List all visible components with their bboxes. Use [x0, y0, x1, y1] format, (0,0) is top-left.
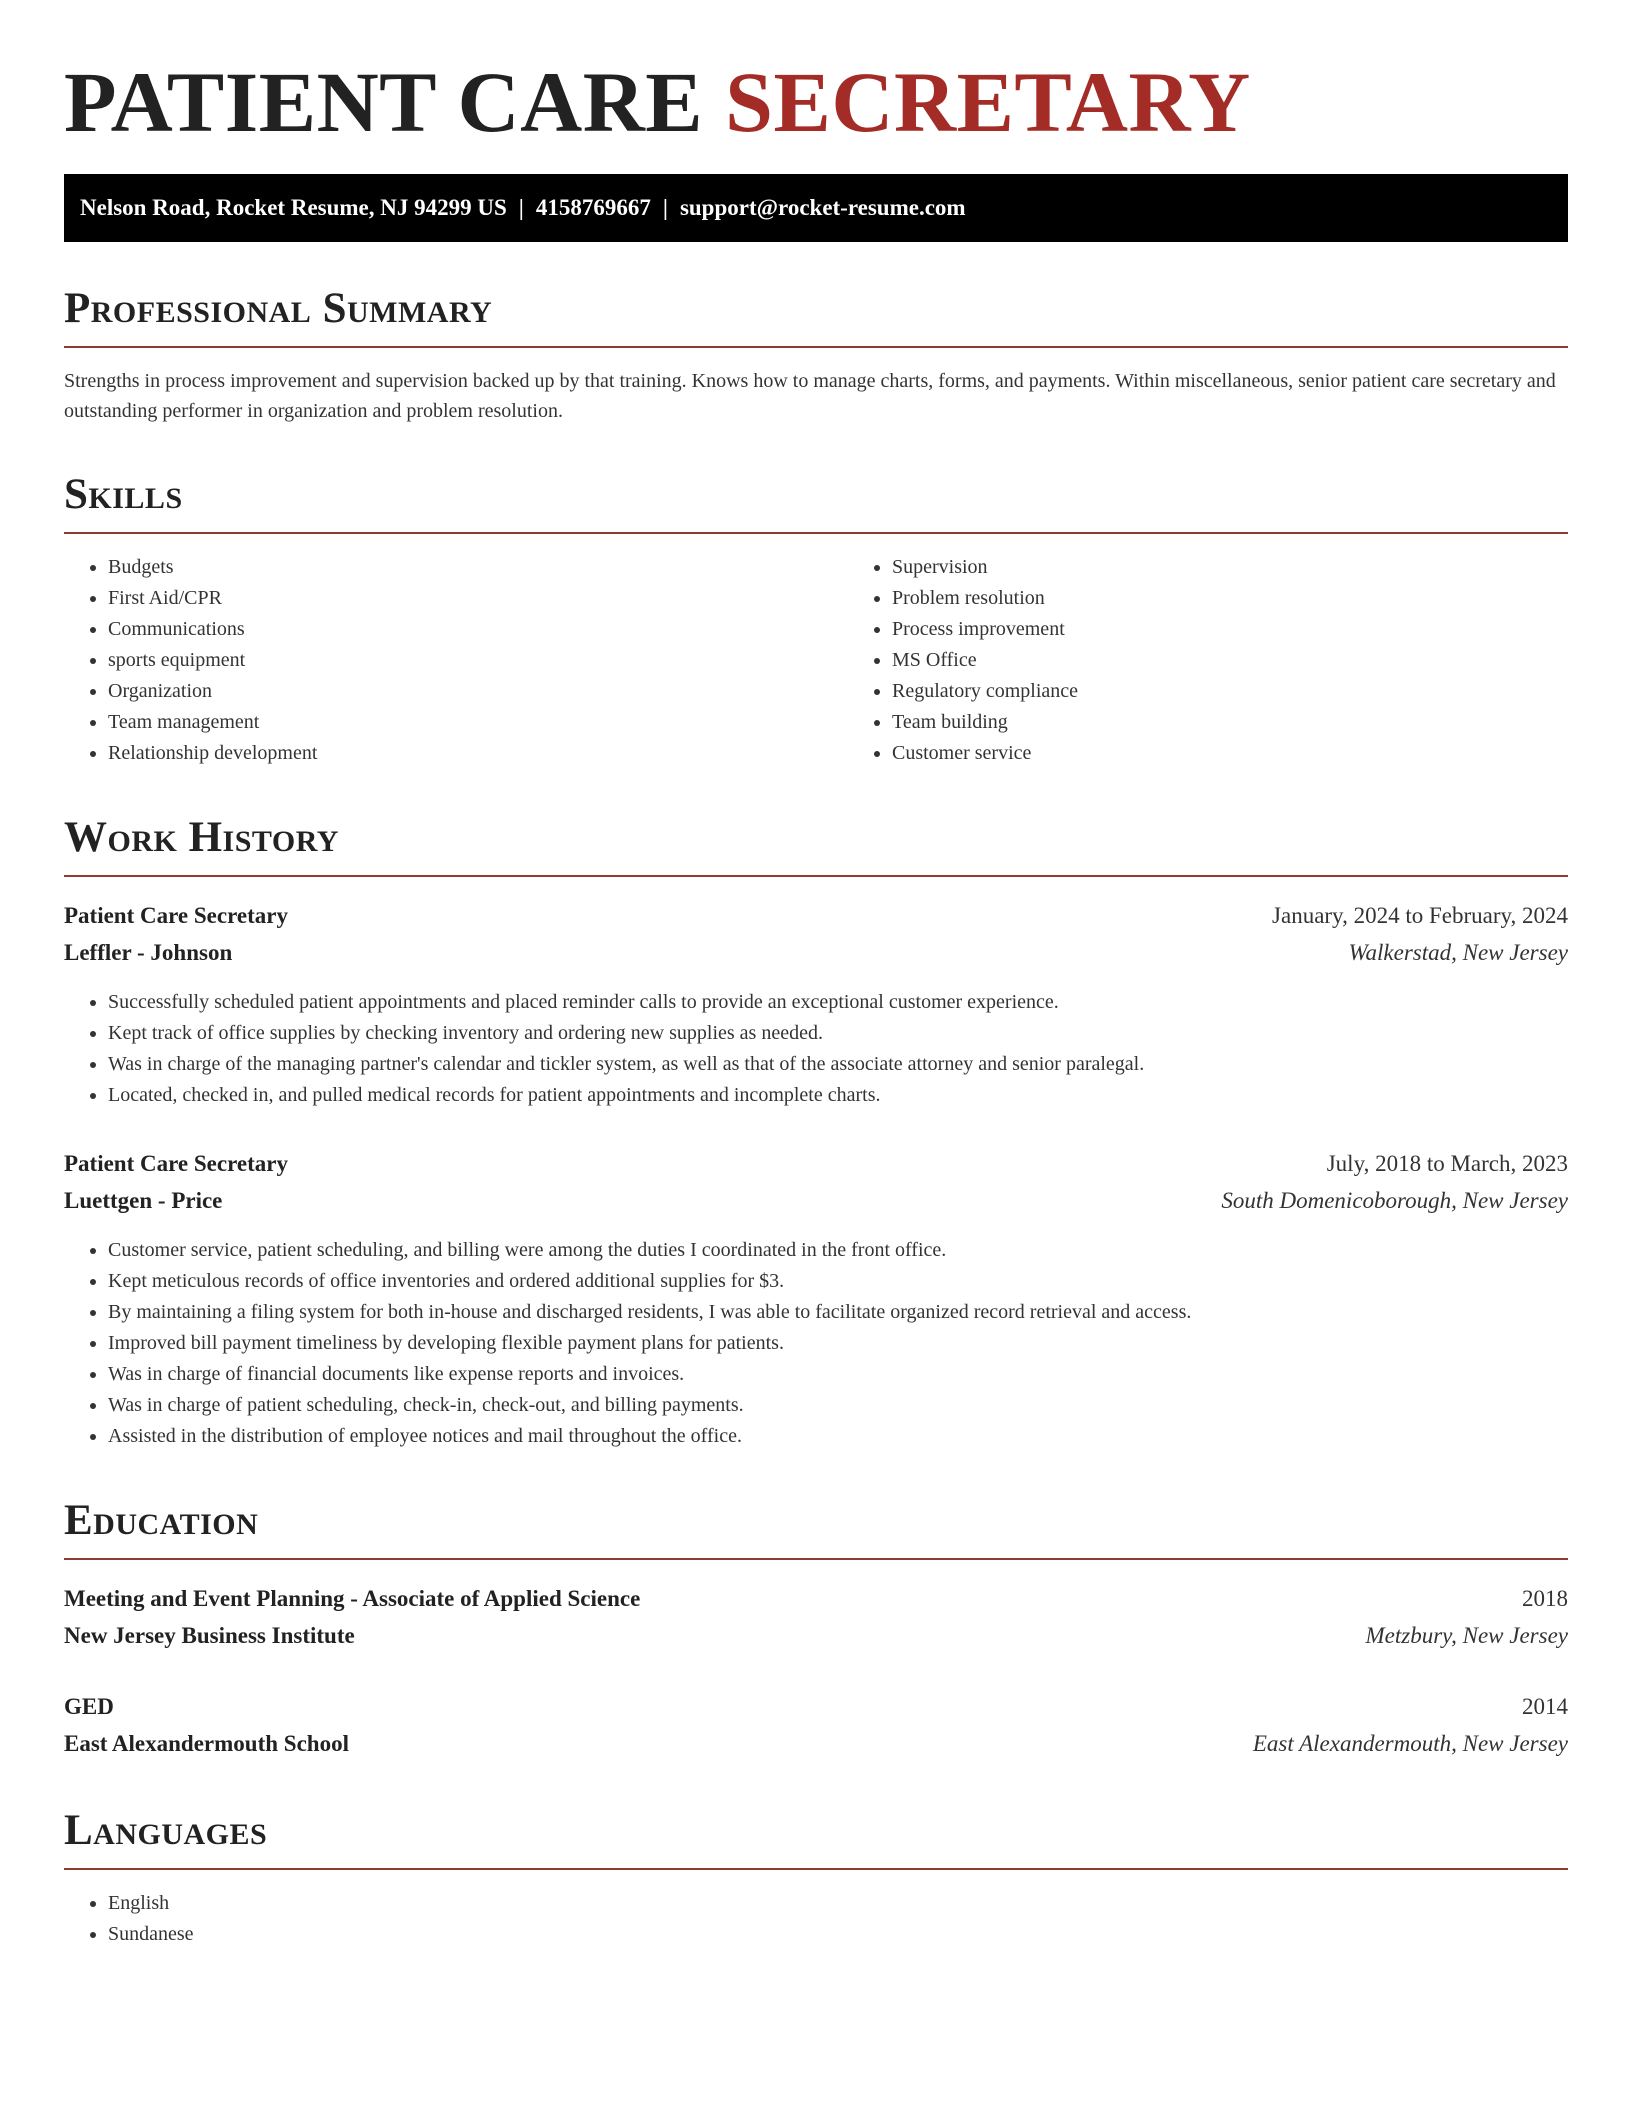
job-location: Walkerstad, New Jersey	[1348, 940, 1568, 965]
skill-item: • Communications	[108, 614, 848, 645]
skill-item: • First Aid/CPR	[108, 583, 848, 614]
contact-email[interactable]: support@rocket-resume.com	[679, 195, 966, 220]
language-item: • Sundanese	[108, 1919, 1568, 1950]
job-title: Patient Care Secretary	[64, 1151, 288, 1176]
job-duty: • Assisted in the distribution of employee notices and mail throughout the office.	[108, 1421, 1568, 1452]
education-entry	[64, 1688, 1568, 1762]
work-section	[64, 813, 1568, 1452]
job-duty: • By maintaining a filing system for both in-house and discharged residents, I was able to facilitate organized record retrieval and access.	[108, 1297, 1568, 1328]
contact-bar	[64, 174, 1568, 242]
job-entry	[64, 897, 1568, 1111]
contact-phone: 4158769667	[535, 195, 651, 220]
education-degree: Meeting and Event Planning - Associate of Applied Science	[64, 1586, 641, 1611]
skill-item: • Budgets	[108, 552, 848, 583]
skills-grid	[64, 534, 1568, 769]
job-company-row	[64, 1182, 1568, 1219]
education-header	[64, 1580, 1568, 1617]
education-year: 2018	[1522, 1586, 1568, 1611]
contact-separator: |	[518, 195, 524, 220]
education-school-row	[64, 1725, 1568, 1762]
job-duty: • Improved bill payment timeliness by developing flexible payment plans for patients.	[108, 1328, 1568, 1359]
education-school: East Alexandermouth School	[64, 1731, 349, 1756]
education-school-row	[64, 1617, 1568, 1654]
skill-item: • Organization	[108, 676, 848, 707]
job-header	[64, 1145, 1568, 1182]
education-section	[64, 1496, 1568, 1762]
title-main: PATIENT CARE	[64, 54, 704, 150]
job-duty: • Kept meticulous records of office inventories and ordered additional supplies for $3.	[108, 1266, 1568, 1297]
work-heading: Work History	[64, 813, 1568, 877]
skills-heading: Skills	[64, 470, 1568, 534]
job-duty: • Customer service, patient scheduling, and billing were among the duties I coordinated in the front office.	[108, 1235, 1568, 1266]
languages-list	[64, 1888, 1568, 1950]
skill-item: • Relationship development	[108, 738, 848, 769]
contact-separator: |	[662, 195, 668, 220]
job-company: Luettgen - Price	[64, 1188, 223, 1213]
job-header	[64, 897, 1568, 934]
skill-item: • Team building	[892, 707, 1568, 738]
education-heading: Education	[64, 1496, 1568, 1560]
skill-item: • Team management	[108, 707, 848, 738]
job-entry	[64, 1145, 1568, 1452]
contact-address: Nelson Road, Rocket Resume, NJ 94299 US	[80, 195, 507, 220]
job-duty: • Kept track of office supplies by checking inventory and ordering new supplies as needed.	[108, 1018, 1568, 1049]
language-item: • English	[108, 1888, 1568, 1919]
job-duty: • Located, checked in, and pulled medical records for patient appointments and incomplete charts.	[108, 1080, 1568, 1111]
job-title: Patient Care Secretary	[64, 903, 288, 928]
summary-section	[64, 284, 1568, 426]
education-header	[64, 1688, 1568, 1725]
languages-section	[64, 1806, 1568, 1950]
skills-section	[64, 470, 1568, 769]
skill-item: • Process improvement	[892, 614, 1568, 645]
education-year: 2014	[1522, 1694, 1568, 1719]
education-location: East Alexandermouth, New Jersey	[1252, 1731, 1568, 1756]
summary-text: Strengths in process improvement and supervision backed up by that training. Knows how to manage charts, forms, and payments. Within miscellaneous, senior patient care secretary and outstanding performer in organization and problem resolution.	[64, 370, 1556, 422]
skill-item: • MS Office	[892, 645, 1568, 676]
skill-item: • Problem resolution	[892, 583, 1568, 614]
skill-item: • Supervision	[892, 552, 1568, 583]
education-entry	[64, 1580, 1568, 1654]
job-duty: • Was in charge of financial documents like expense reports and invoices.	[108, 1359, 1568, 1390]
education-location: Metzbury, New Jersey	[1365, 1623, 1568, 1648]
job-duty: • Successfully scheduled patient appointments and placed reminder calls to provide an exceptional customer experience.	[108, 987, 1568, 1018]
title-accent: SECRETARY	[725, 54, 1251, 150]
job-duty: • Was in charge of the managing partner's calendar and tickler system, as well as that of the associate attorney and senior paralegal.	[108, 1049, 1568, 1080]
skill-item: • Customer service	[892, 738, 1568, 769]
page-title	[64, 52, 1568, 152]
skills-list-right	[848, 552, 1568, 769]
skill-item: • sports equipment	[108, 645, 848, 676]
job-duties	[64, 1235, 1568, 1452]
education-degree: GED	[64, 1694, 114, 1719]
languages-heading: Languages	[64, 1806, 1568, 1870]
job-dates: January, 2024 to February, 2024	[1272, 903, 1568, 928]
summary-heading: Professional Summary	[64, 284, 1568, 348]
skill-item: • Regulatory compliance	[892, 676, 1568, 707]
job-duties	[64, 987, 1568, 1111]
job-company: Leffler - Johnson	[64, 940, 233, 965]
job-duty: • Was in charge of patient scheduling, check-in, check-out, and billing payments.	[108, 1390, 1568, 1421]
job-company-row	[64, 934, 1568, 971]
skills-list-left	[64, 552, 848, 769]
job-dates: July, 2018 to March, 2023	[1326, 1151, 1568, 1176]
job-location: South Domenicoborough, New Jersey	[1221, 1188, 1568, 1213]
education-school: New Jersey Business Institute	[64, 1623, 355, 1648]
